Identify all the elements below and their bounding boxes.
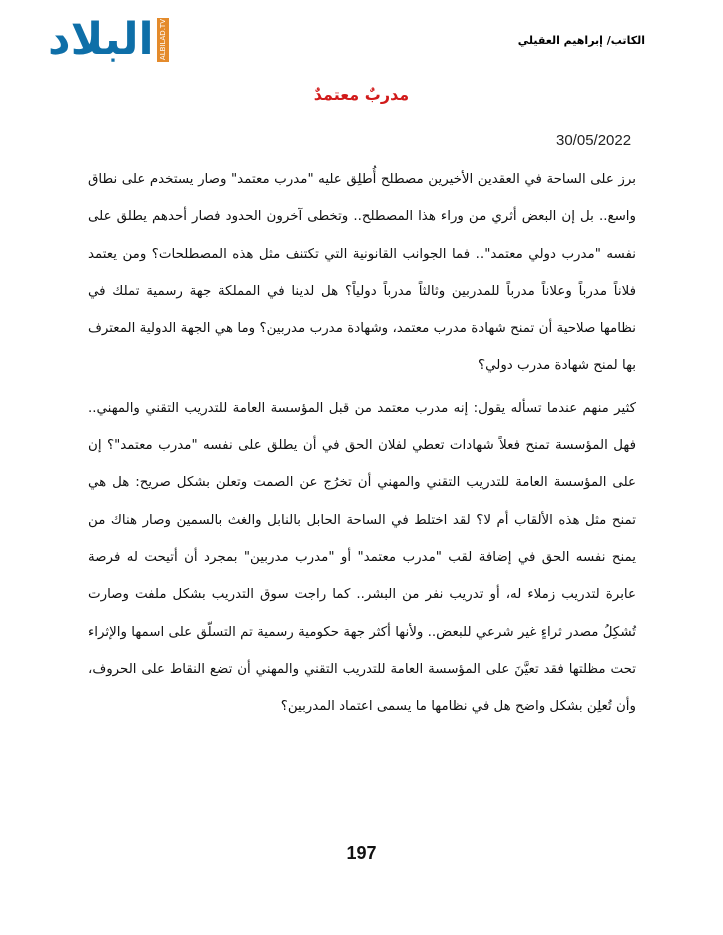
article-date: 30/05/2022 xyxy=(556,132,632,149)
logo-tag-text: ALBILAD.TV xyxy=(158,19,167,61)
page-number: 197 xyxy=(346,843,377,863)
paragraph: برز على الساحة في العقدين الأخيرين مصطلح أُطلِق عليه "مدرب معتمد" وصار يستخدم على نطاق واسع.. بل إن البعض أثري من وراء هذا المصطلح.. وتخطى آخرون الحدود فصار أحدهم يطلق على نفسه "مدرب دولي معتمد".. فما الجوانب القانونية التي تكتنف مثل هذه المصطلحات؟ ومن يعتمد فلاناً مدرباً وعلاناً مدرباً للمدربين وثالثاً مدرباً دولياً؟ هل لدينا في المملكة جهة رسمية تملك في نظامها صلاحية أن تمنح شهادة مدرب معتمد، وشهادة مدرب مدربين؟ وما هي الجهة الدولية المعترف بها لمنح شهادة مدرب دولي؟ xyxy=(88,172,636,374)
logo-tag-bar xyxy=(157,18,169,62)
article-title: مدربٌ معتمدٌ xyxy=(313,85,410,104)
article-body xyxy=(88,161,636,725)
site-logo xyxy=(48,14,169,65)
author-byline: الكاتب/ إبراهيم العقيلي xyxy=(517,34,645,47)
logo-wordmark: البلاد xyxy=(48,14,154,65)
paragraph: كثير منهم عندما تسأله يقول: إنه مدرب معتمد من قبل المؤسسة العامة للتدريب التقني والمهني.. فهل المؤسسة تمنح فعلاً شهادات تعطي لفلان الحق في أن يطلق على نفسه "مدرب معتمد"؟ إن على المؤسسة العامة للتدريب التقني والمهني أن تخرُج عن الصمت وتعلن بشكل صريح: هل هي تمنح مثل هذه الألقاب أم لا؟ لقد اختلط في الساحة الحابل بالنابل والغث بالسمين وصار هناك من يمنح نفسه الحق في إضافة لقب "مدرب معتمد" أو "مدرب مدربين" بمجرد أن أتيحت له فرصة عابرة لتدريب زملاء له، أو تدريب نفر من البشر.. كما راجت سوق التدريب بشكل ملفت وصارت تُشكِلُ مصدر ثراءٍ غير شرعي للبعض.. ولأنها أكثر جهة حكومية رسمية تم التسلّق على اسمها والإثراء تحت مظلتها فقد تعيَّنَ على المؤسسة العامة للتدريب التقني والمهني أن تضع النقاط على الحروف، وأن تُعلِن بشكل واضح هل في نظامها ما يسمى اعتماد المدربين؟ xyxy=(88,400,636,715)
